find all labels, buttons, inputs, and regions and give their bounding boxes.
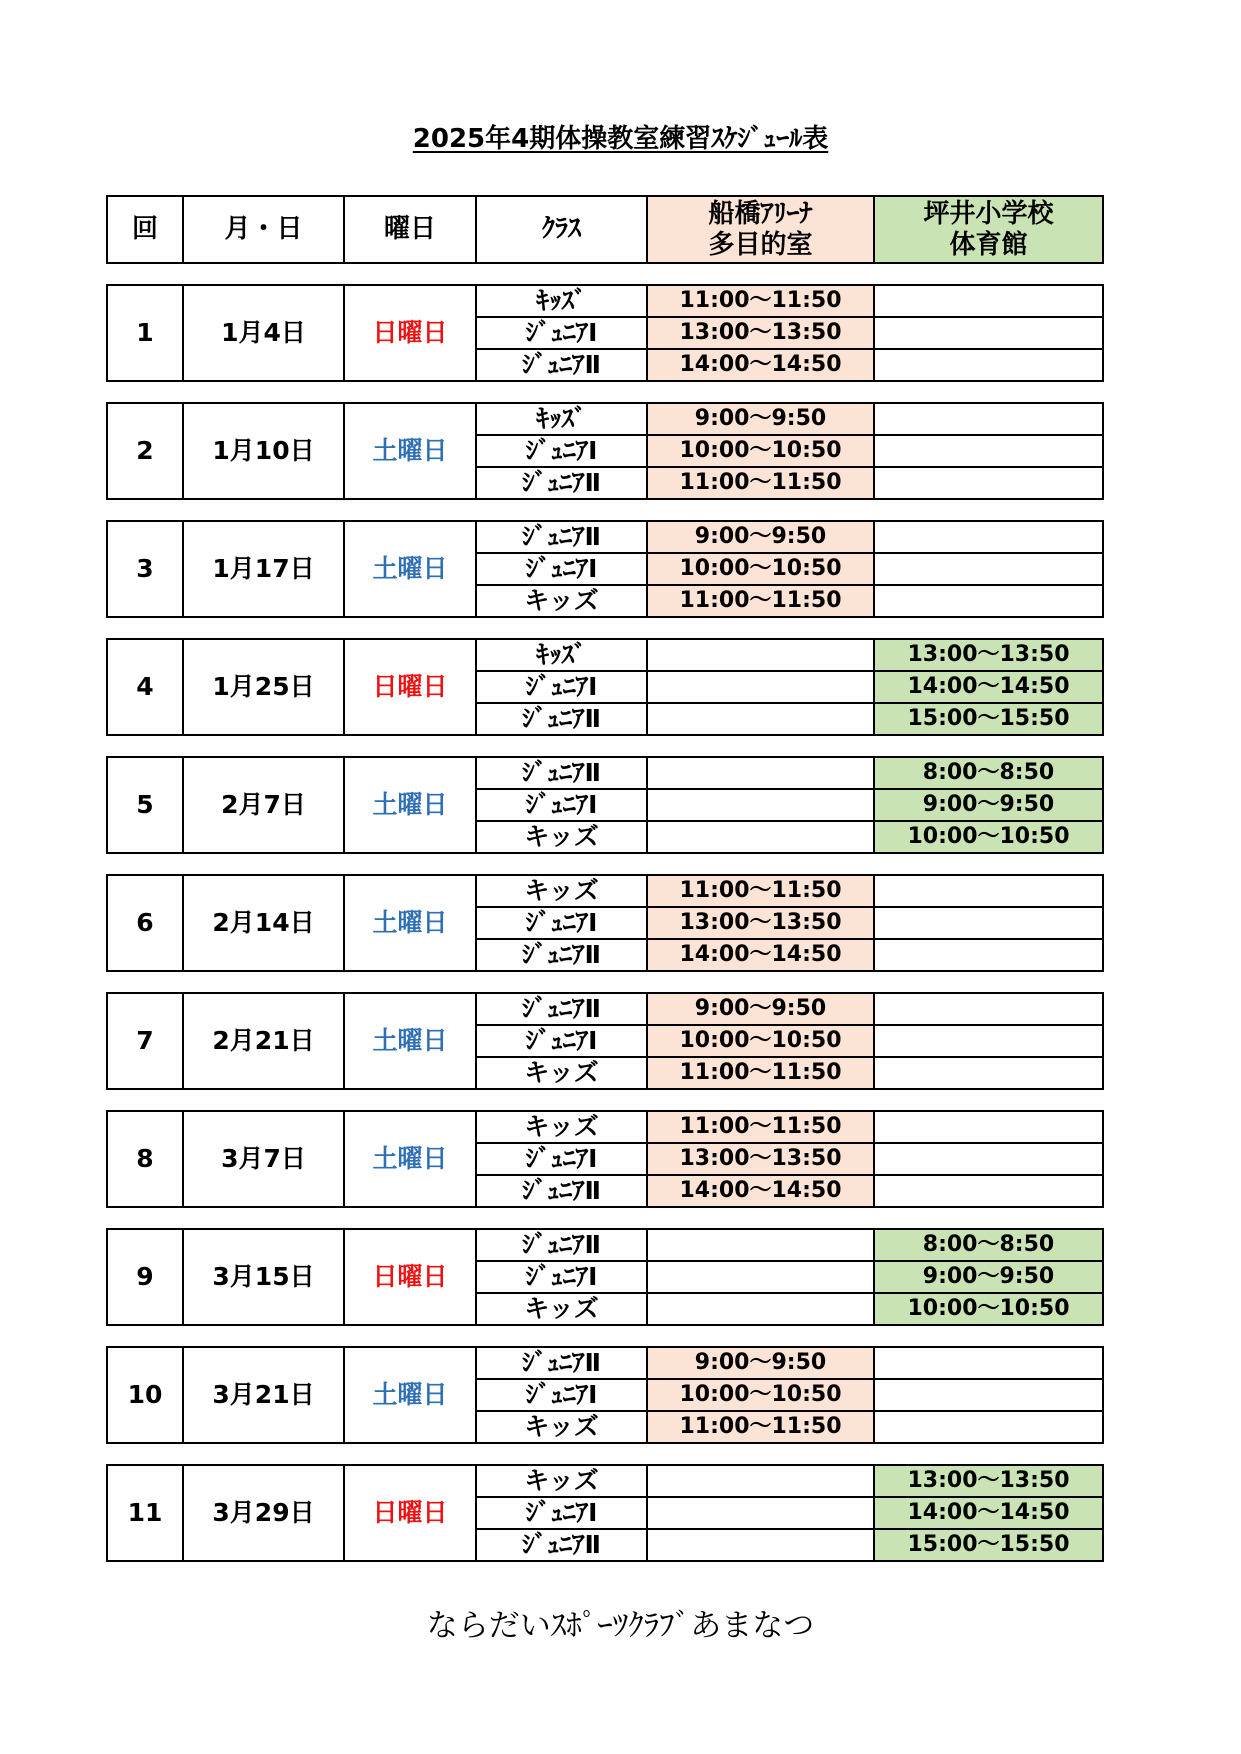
class-name: キッズ bbox=[476, 1411, 647, 1443]
time-funabashi: 11:00～11:50 bbox=[647, 1411, 874, 1443]
time-tsuboi: 15:00～15:50 bbox=[874, 703, 1103, 735]
session-block bbox=[106, 638, 1104, 736]
time-tsuboi: 8:00～8:50 bbox=[874, 757, 1103, 789]
class-name: キッズ bbox=[476, 1111, 647, 1143]
class-name: ｼﾞｭﾆｱⅡ bbox=[476, 939, 647, 971]
time-funabashi bbox=[647, 1529, 874, 1561]
time-funabashi: 11:00～11:50 bbox=[647, 285, 874, 317]
class-name: キッズ bbox=[476, 1465, 647, 1497]
class-name: キッズ bbox=[476, 1057, 647, 1089]
session-block bbox=[106, 1464, 1104, 1562]
venue-b-label: 坪井小学校 体育館 bbox=[923, 198, 1054, 260]
session-date: 2月7日 bbox=[183, 757, 344, 853]
time-tsuboi bbox=[874, 403, 1103, 435]
session-weekday: 土曜日 bbox=[344, 521, 476, 617]
header-venue-tsuboi bbox=[874, 196, 1103, 263]
class-name: ｼﾞｭﾆｱⅡ bbox=[476, 1347, 647, 1379]
time-funabashi: 11:00～11:50 bbox=[647, 467, 874, 499]
time-funabashi bbox=[647, 1293, 874, 1325]
table-row bbox=[107, 757, 1103, 789]
time-tsuboi bbox=[874, 1143, 1103, 1175]
time-funabashi: 10:00～10:50 bbox=[647, 1379, 874, 1411]
time-funabashi bbox=[647, 757, 874, 789]
time-funabashi: 13:00～13:50 bbox=[647, 907, 874, 939]
title-text: 2025年4期体操教室練習ｽｹｼﾞｭｰﾙ表 bbox=[412, 124, 829, 154]
time-tsuboi bbox=[874, 1025, 1103, 1057]
time-funabashi: 9:00～9:50 bbox=[647, 521, 874, 553]
session-block bbox=[106, 992, 1104, 1090]
time-tsuboi: 10:00～10:50 bbox=[874, 821, 1103, 853]
class-name: ｷｯｽﾞ bbox=[476, 403, 647, 435]
session-weekday: 土曜日 bbox=[344, 1111, 476, 1207]
time-tsuboi: 14:00～14:50 bbox=[874, 671, 1103, 703]
session-weekday: 日曜日 bbox=[344, 639, 476, 735]
class-name: キッズ bbox=[476, 585, 647, 617]
time-funabashi: 9:00～9:50 bbox=[647, 1347, 874, 1379]
class-name: キッズ bbox=[476, 1293, 647, 1325]
header-weekday: 曜日 bbox=[344, 196, 476, 263]
session-block bbox=[106, 1110, 1104, 1208]
table-row bbox=[107, 639, 1103, 671]
class-name: ｼﾞｭﾆｱⅡ bbox=[476, 757, 647, 789]
time-tsuboi bbox=[874, 285, 1103, 317]
round-number: 7 bbox=[107, 993, 183, 1089]
session-block bbox=[106, 1346, 1104, 1444]
class-name: ｼﾞｭﾆｱⅠ bbox=[476, 1025, 647, 1057]
table-row bbox=[107, 1347, 1103, 1379]
time-tsuboi: 8:00～8:50 bbox=[874, 1229, 1103, 1261]
table-row bbox=[107, 403, 1103, 435]
time-funabashi bbox=[647, 671, 874, 703]
session-block bbox=[106, 284, 1104, 382]
time-funabashi: 11:00～11:50 bbox=[647, 585, 874, 617]
time-tsuboi: 15:00～15:50 bbox=[874, 1529, 1103, 1561]
class-name: ｼﾞｭﾆｱⅠ bbox=[476, 435, 647, 467]
time-funabashi: 9:00～9:50 bbox=[647, 403, 874, 435]
time-funabashi bbox=[647, 821, 874, 853]
time-tsuboi bbox=[874, 1057, 1103, 1089]
time-funabashi: 9:00～9:50 bbox=[647, 993, 874, 1025]
class-name: ｼﾞｭﾆｱⅡ bbox=[476, 993, 647, 1025]
time-funabashi: 11:00～11:50 bbox=[647, 1057, 874, 1089]
time-funabashi bbox=[647, 1465, 874, 1497]
table-row bbox=[107, 993, 1103, 1025]
session-weekday: 土曜日 bbox=[344, 875, 476, 971]
time-funabashi: 11:00～11:50 bbox=[647, 875, 874, 907]
schedule-table bbox=[106, 195, 1102, 1562]
session-weekday: 土曜日 bbox=[344, 757, 476, 853]
class-name: ｼﾞｭﾆｱⅠ bbox=[476, 1497, 647, 1529]
session-block bbox=[106, 1228, 1104, 1326]
session-block bbox=[106, 874, 1104, 972]
time-tsuboi bbox=[874, 1111, 1103, 1143]
time-tsuboi bbox=[874, 521, 1103, 553]
class-name: ｼﾞｭﾆｱⅠ bbox=[476, 1143, 647, 1175]
time-funabashi: 11:00～11:50 bbox=[647, 1111, 874, 1143]
table-row bbox=[107, 521, 1103, 553]
time-funabashi: 10:00～10:50 bbox=[647, 435, 874, 467]
table-row bbox=[107, 875, 1103, 907]
round-number: 11 bbox=[107, 1465, 183, 1561]
round-number: 2 bbox=[107, 403, 183, 499]
class-name: ｼﾞｭﾆｱⅡ bbox=[476, 1175, 647, 1207]
class-name: ｼﾞｭﾆｱⅡ bbox=[476, 349, 647, 381]
session-block bbox=[106, 756, 1104, 854]
time-tsuboi: 13:00～13:50 bbox=[874, 639, 1103, 671]
class-name: ｼﾞｭﾆｱⅡ bbox=[476, 1529, 647, 1561]
session-date: 1月17日 bbox=[183, 521, 344, 617]
class-name: ｼﾞｭﾆｱⅠ bbox=[476, 317, 647, 349]
session-weekday: 日曜日 bbox=[344, 1229, 476, 1325]
time-funabashi: 14:00～14:50 bbox=[647, 349, 874, 381]
class-name: ｼﾞｭﾆｱⅠ bbox=[476, 907, 647, 939]
class-name: ｼﾞｭﾆｱⅠ bbox=[476, 671, 647, 703]
time-tsuboi bbox=[874, 939, 1103, 971]
time-tsuboi bbox=[874, 1379, 1103, 1411]
round-number: 8 bbox=[107, 1111, 183, 1207]
time-tsuboi bbox=[874, 585, 1103, 617]
time-tsuboi: 14:00～14:50 bbox=[874, 1497, 1103, 1529]
class-name: ｼﾞｭﾆｱⅡ bbox=[476, 521, 647, 553]
time-tsuboi bbox=[874, 467, 1103, 499]
session-date: 3月29日 bbox=[183, 1465, 344, 1561]
time-funabashi: 14:00～14:50 bbox=[647, 1175, 874, 1207]
session-date: 2月21日 bbox=[183, 993, 344, 1089]
venue-a-label: 船橋ｱﾘｰﾅ 多目的室 bbox=[708, 198, 813, 260]
time-funabashi: 10:00～10:50 bbox=[647, 1025, 874, 1057]
session-block bbox=[106, 402, 1104, 500]
session-date: 3月15日 bbox=[183, 1229, 344, 1325]
time-funabashi bbox=[647, 1229, 874, 1261]
time-funabashi: 10:00～10:50 bbox=[647, 553, 874, 585]
time-tsuboi bbox=[874, 317, 1103, 349]
session-date: 1月25日 bbox=[183, 639, 344, 735]
session-date: 3月21日 bbox=[183, 1347, 344, 1443]
time-tsuboi bbox=[874, 1175, 1103, 1207]
session-weekday: 日曜日 bbox=[344, 285, 476, 381]
round-number: 10 bbox=[107, 1347, 183, 1443]
time-tsuboi bbox=[874, 553, 1103, 585]
page-title bbox=[0, 118, 1241, 155]
time-tsuboi bbox=[874, 993, 1103, 1025]
time-funabashi: 14:00～14:50 bbox=[647, 939, 874, 971]
time-funabashi bbox=[647, 1497, 874, 1529]
round-number: 3 bbox=[107, 521, 183, 617]
time-tsuboi: 13:00～13:50 bbox=[874, 1465, 1103, 1497]
time-tsuboi: 10:00～10:50 bbox=[874, 1293, 1103, 1325]
round-number: 6 bbox=[107, 875, 183, 971]
time-tsuboi bbox=[874, 907, 1103, 939]
session-date: 1月4日 bbox=[183, 285, 344, 381]
session-weekday: 日曜日 bbox=[344, 1465, 476, 1561]
time-tsuboi: 9:00～9:50 bbox=[874, 1261, 1103, 1293]
club-name: ならだいｽﾎﾟｰﾂｸﾗﾌﾞあまなつ bbox=[426, 1608, 815, 1644]
table-row bbox=[107, 1111, 1103, 1143]
class-name: ｼﾞｭﾆｱⅠ bbox=[476, 553, 647, 585]
time-funabashi: 13:00～13:50 bbox=[647, 1143, 874, 1175]
time-funabashi bbox=[647, 789, 874, 821]
class-name: ｼﾞｭﾆｱⅠ bbox=[476, 1379, 647, 1411]
header-class: ｸﾗｽ bbox=[476, 196, 647, 263]
class-name: ｼﾞｭﾆｱⅠ bbox=[476, 789, 647, 821]
time-tsuboi bbox=[874, 1411, 1103, 1443]
class-name: ｼﾞｭﾆｱⅡ bbox=[476, 1229, 647, 1261]
round-number: 1 bbox=[107, 285, 183, 381]
time-tsuboi bbox=[874, 435, 1103, 467]
table-row bbox=[107, 1465, 1103, 1497]
header-venue-funabashi bbox=[647, 196, 874, 263]
session-weekday: 土曜日 bbox=[344, 993, 476, 1089]
table-row bbox=[107, 1229, 1103, 1261]
class-name: ｷｯｽﾞ bbox=[476, 639, 647, 671]
session-date: 1月10日 bbox=[183, 403, 344, 499]
time-tsuboi: 9:00～9:50 bbox=[874, 789, 1103, 821]
header-date: 月・日 bbox=[183, 196, 344, 263]
class-name: キッズ bbox=[476, 875, 647, 907]
session-block bbox=[106, 520, 1104, 618]
time-funabashi bbox=[647, 1261, 874, 1293]
class-name: ｼﾞｭﾆｱⅡ bbox=[476, 467, 647, 499]
session-weekday: 土曜日 bbox=[344, 1347, 476, 1443]
time-tsuboi bbox=[874, 875, 1103, 907]
schedule-blocks bbox=[106, 284, 1102, 1562]
class-name: ｼﾞｭﾆｱⅡ bbox=[476, 703, 647, 735]
table-row bbox=[107, 285, 1103, 317]
round-number: 4 bbox=[107, 639, 183, 735]
round-number: 9 bbox=[107, 1229, 183, 1325]
class-name: ｼﾞｭﾆｱⅠ bbox=[476, 1261, 647, 1293]
class-name: キッズ bbox=[476, 821, 647, 853]
time-tsuboi bbox=[874, 349, 1103, 381]
time-tsuboi bbox=[874, 1347, 1103, 1379]
time-funabashi: 13:00～13:50 bbox=[647, 317, 874, 349]
round-number: 5 bbox=[107, 757, 183, 853]
session-weekday: 土曜日 bbox=[344, 403, 476, 499]
time-funabashi bbox=[647, 639, 874, 671]
time-funabashi bbox=[647, 703, 874, 735]
session-date: 3月7日 bbox=[183, 1111, 344, 1207]
header-round: 回 bbox=[107, 196, 183, 263]
session-date: 2月14日 bbox=[183, 875, 344, 971]
table-header bbox=[106, 195, 1104, 264]
class-name: ｷｯｽﾞ bbox=[476, 285, 647, 317]
